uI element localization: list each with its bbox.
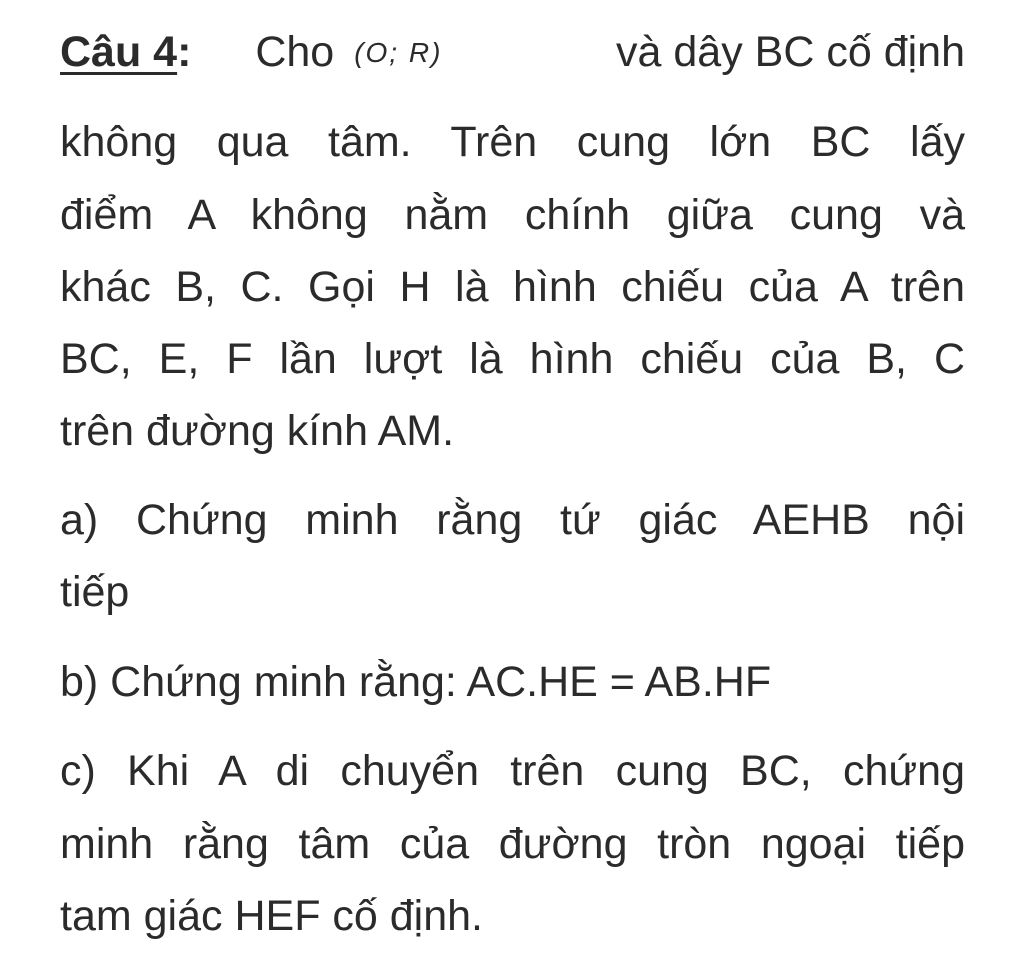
circle-notation: (O; R) bbox=[354, 37, 443, 68]
part-b-line: b) Chứng minh rằng: AC.HE = AB.HF bbox=[60, 658, 772, 706]
problem-line-1: không qua tâm. Trên cung lớn BC lấy bbox=[60, 118, 965, 166]
part-c-line-2: minh rằng tâm của đường tròn ngoại tiếp bbox=[60, 820, 965, 868]
problem-heading-line bbox=[60, 27, 965, 78]
question-label: Câu 4 bbox=[60, 28, 178, 76]
problem-line-5: trên đường kính AM. bbox=[60, 407, 455, 455]
problem-line-4: BC, E, F lần lượt là hình chiếu của B, C bbox=[60, 335, 965, 383]
intro-cho: Cho bbox=[255, 28, 335, 76]
part-c-line-1: c) Khi A di chuyển trên cung BC, chứng bbox=[60, 747, 965, 795]
problem-line-3: khác B, C. Gọi H là hình chiếu của A trên bbox=[60, 263, 965, 311]
part-a-line-1: a) Chứng minh rằng tứ giác AEHB nội bbox=[60, 496, 965, 544]
intro-rest: và dây BC cố định bbox=[616, 28, 965, 76]
part-c-line-3: tam giác HEF cố định. bbox=[60, 892, 484, 940]
problem-line-2: điểm A không nằm chính giữa cung và bbox=[60, 191, 965, 239]
question-colon: : bbox=[177, 28, 192, 76]
part-a-line-2: tiếp bbox=[60, 568, 130, 616]
